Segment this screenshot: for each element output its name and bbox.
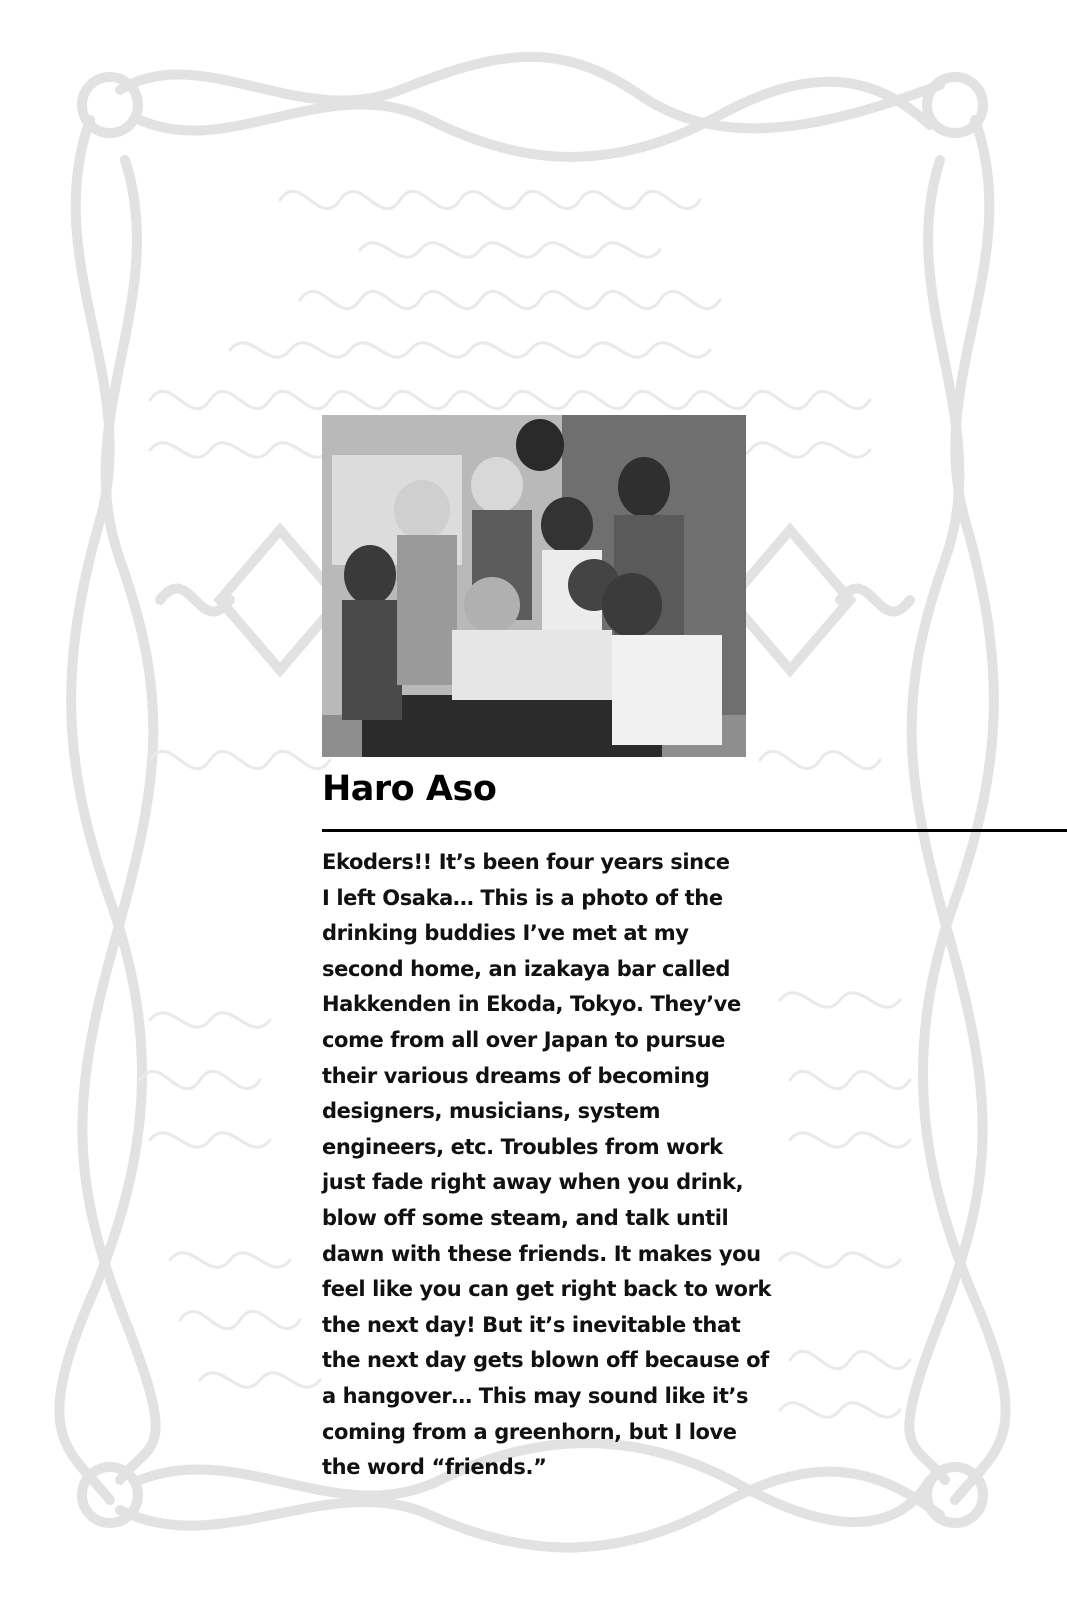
profile-name: Haro Aso (322, 769, 497, 809)
body-line: designers, musicians, system (322, 1099, 661, 1124)
body-line: Ekoders!! It’s been four years since (322, 850, 730, 874)
heading-rule (322, 829, 1067, 832)
body-line: engineers, etc. Troubles from work (322, 1134, 723, 1159)
body-line: Hakkenden in Ekoda, Tokyo. They’ve (322, 992, 741, 1017)
body-line: a hangover… This may sound like it’s (322, 1383, 749, 1408)
body-line: I left Osaka… This is a photo of the (322, 885, 723, 910)
body-line: blow off some steam, and talk until (322, 1205, 729, 1230)
body-line: come from all over Japan to pursue (322, 1027, 725, 1052)
body-line: their various dreams of becoming (322, 1063, 710, 1088)
body-line: dawn with these friends. It makes you (322, 1241, 761, 1266)
body-line: coming from a greenhorn, but I love (322, 1419, 737, 1444)
body-line: drinking buddies I’ve met at my (322, 921, 689, 946)
body-line: feel like you can get right back to work (322, 1277, 772, 1302)
group-photo (322, 415, 746, 757)
profile-body (322, 845, 792, 1486)
body-line: second home, an izakaya bar called (322, 956, 730, 981)
body-line: the next day! But it’s inevitable that (322, 1312, 741, 1337)
body-line: the word “friends.” (322, 1455, 547, 1480)
body-line: the next day gets blown off because of (322, 1348, 769, 1373)
body-line: just fade right away when you drink, (322, 1170, 744, 1195)
